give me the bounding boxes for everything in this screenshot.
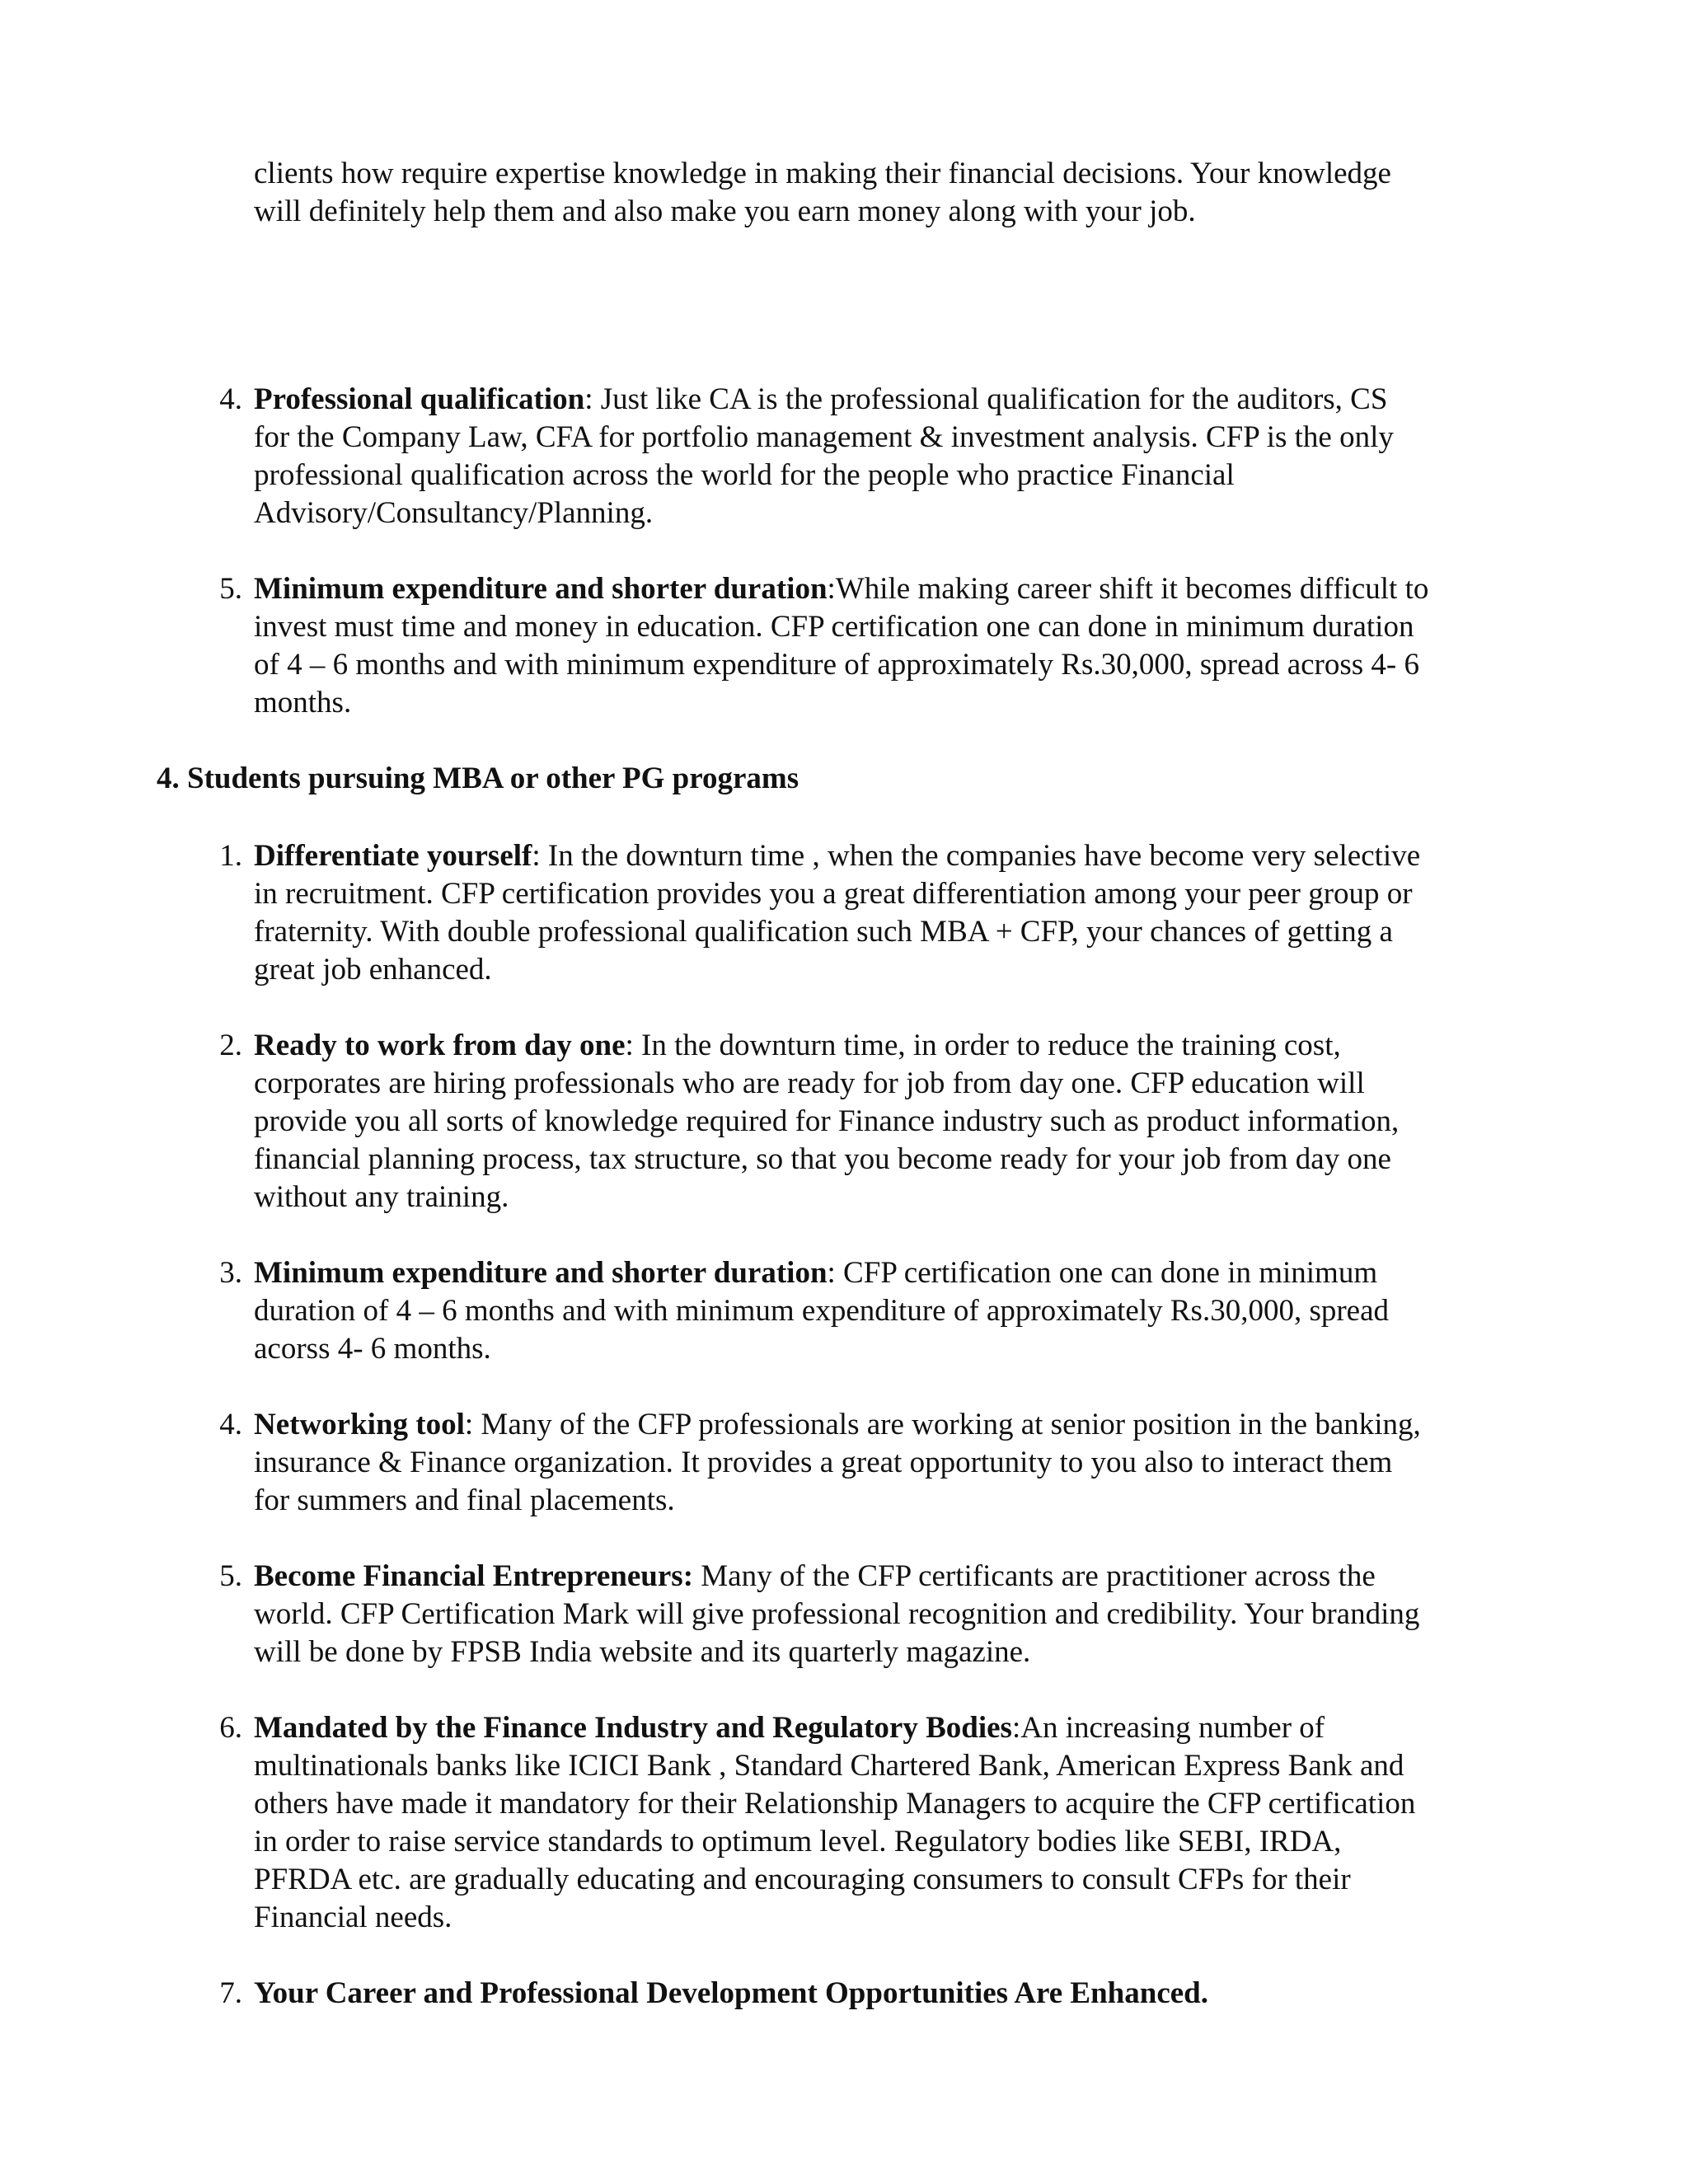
- section-a-list: [219, 381, 1540, 760]
- item-line: of 4 – 6 months and with minimum expenditure of approximately Rs.30,000, spread across 4- 6: [254, 648, 1419, 682]
- item-line: great job enhanced.: [254, 953, 492, 987]
- item-line: others have made it mandatory for their Relationship Managers to acquire the CFP certification: [254, 1787, 1416, 1821]
- item-text: : Just like CA is the professional qualification for the auditors, CS: [584, 382, 1388, 416]
- item-line: in order to raise service standards to optimum level. Regulatory bodies like SEBI, IRDA,: [254, 1825, 1342, 1858]
- list-number: 4.: [219, 382, 242, 416]
- item-text: : In the downturn time , when the companies have become very selective: [532, 839, 1421, 873]
- item-line: for summers and final placements.: [254, 1483, 675, 1517]
- list-number: 4.: [219, 1408, 242, 1441]
- item-line: invest must time and money in education. CFP certification one can done in minimum duration: [254, 610, 1414, 644]
- item-label: Minimum expenditure and shorter duration: [254, 572, 828, 606]
- intro-paragraph: [254, 155, 1540, 231]
- item-line: provide you all sorts of knowledge required for Finance industry such as product information,: [254, 1104, 1400, 1138]
- list-number: 5.: [219, 572, 242, 606]
- item-line: fraternity. With double professional qualification such MBA + CFP, your chances of getting a: [254, 915, 1393, 949]
- item-line: financial planning process, tax structure, so that you become ready for your job from day one: [254, 1142, 1391, 1176]
- list-item: [219, 837, 1540, 989]
- item-label: Differentiate yourself: [254, 839, 532, 873]
- list-item: [219, 1254, 1540, 1368]
- item-line: insurance & Finance organization. It provides a great opportunity to you also to interact them: [254, 1446, 1393, 1479]
- item-line: months.: [254, 686, 352, 719]
- item-label: Your Career and Professional Development Opportunities Are Enhanced.: [254, 1976, 1209, 2010]
- item-text: : Many of the CFP professionals are working at senior position in the banking,: [464, 1408, 1421, 1441]
- list-item: [219, 381, 1540, 532]
- intro-lines: [254, 155, 1540, 231]
- item-line: PFRDA etc. are gradually educating and encouraging consumers to consult CFPs for their: [254, 1863, 1351, 1896]
- item-line: acorss 4- 6 months.: [254, 1332, 491, 1366]
- intro-line: will definitely help them and also make you earn money along with your job.: [254, 194, 1196, 228]
- item-line: duration of 4 – 6 months and with minimum expenditure of approximately Rs.30,000, spread: [254, 1294, 1390, 1328]
- section-heading: 4. Students pursuing MBA or other PG programs: [157, 762, 799, 795]
- item-line: will be done by FPSB India website and its quarterly magazine.: [254, 1635, 1031, 1669]
- list-number: 5.: [219, 1559, 242, 1593]
- item-label: Minimum expenditure and shorter duration: [254, 1256, 828, 1290]
- item-label: Ready to work from day one: [254, 1029, 626, 1062]
- item-text: : In the downturn time, in order to reduce the training cost,: [625, 1029, 1341, 1062]
- list-number: 7.: [219, 1976, 242, 2010]
- item-text: Many of the CFP certificants are practitioner across the: [693, 1559, 1376, 1593]
- list-item: [219, 1709, 1540, 1937]
- item-line: Advisory/Consultancy/Planning.: [254, 496, 654, 530]
- item-label: Professional qualification: [254, 382, 585, 416]
- item-text: :While making career shift it becomes difficult to: [827, 572, 1429, 606]
- intro-line: clients how require expertise knowledge in making their financial decisions. Your knowledge: [254, 157, 1391, 190]
- item-line: corporates are hiring professionals who are ready for job from day one. CFP education will: [254, 1066, 1365, 1100]
- list-item: [219, 1558, 1540, 1671]
- item-label: Become Financial Entrepreneurs:: [254, 1559, 694, 1593]
- item-line: Financial needs.: [254, 1900, 452, 1934]
- list-item: [219, 1027, 1540, 1216]
- item-line: in recruitment. CFP certification provides you a great differentiation among your peer group or: [254, 877, 1413, 911]
- item-line: multinationals banks like ICICI Bank , Standard Chartered Bank, American Express Bank and: [254, 1749, 1404, 1783]
- list-number: 2.: [219, 1029, 242, 1062]
- item-line: without any training.: [254, 1180, 509, 1214]
- list-item: [219, 1406, 1540, 1520]
- list-item: [219, 570, 1540, 722]
- item-label: Mandated by the Finance Industry and Regulatory Bodies: [254, 1711, 1012, 1745]
- list-number: 6.: [219, 1711, 242, 1745]
- item-text: : CFP certification one can done in minimum: [827, 1256, 1378, 1290]
- item-text: :An increasing number of: [1011, 1711, 1325, 1745]
- item-line: professional qualification across the world for the people who practice Financial: [254, 458, 1235, 492]
- list-number: 1.: [219, 839, 242, 873]
- list-number: 3.: [219, 1256, 242, 1290]
- item-line: world. CFP Certification Mark will give professional recognition and credibility. Your branding: [254, 1597, 1420, 1631]
- item-label: Networking tool: [254, 1408, 465, 1441]
- section-b-list: [219, 837, 1540, 2050]
- list-item: [219, 1975, 1540, 2013]
- item-line: for the Company Law, CFA for portfolio management & investment analysis. CFP is the only: [254, 420, 1394, 454]
